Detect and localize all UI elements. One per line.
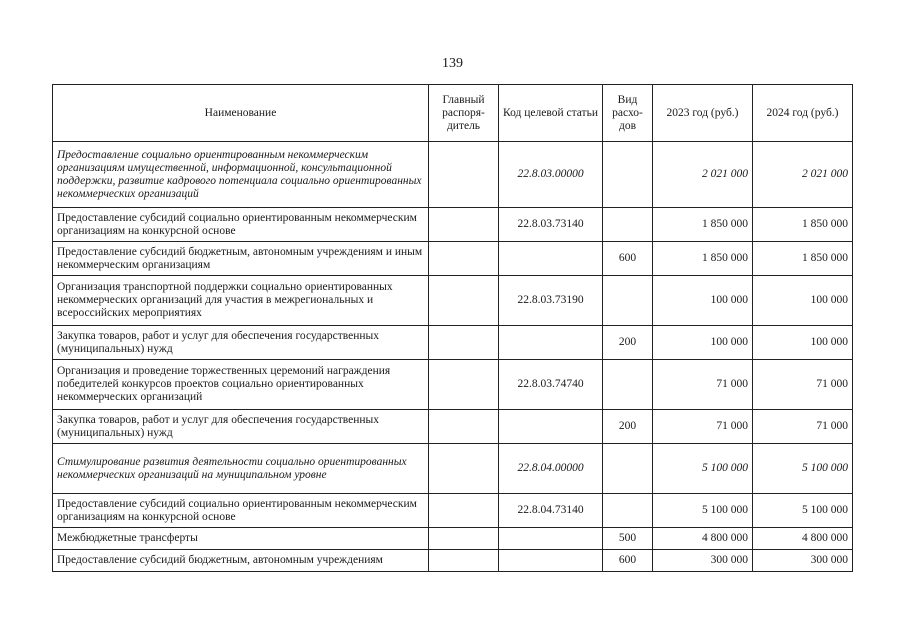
row-amount-2023: 71 000 <box>653 410 753 444</box>
row-target-code <box>499 326 603 360</box>
row-target-code <box>499 550 603 572</box>
row-name: Предоставление субсидий социально ориентированным некоммерческим организациям на конкурсной основе <box>53 494 429 528</box>
row-target-code: 22.8.03.74740 <box>499 360 603 410</box>
table-row <box>53 444 853 494</box>
header-manager: Главный распоря-дитель <box>429 85 499 142</box>
row-expense-type: 200 <box>603 326 653 360</box>
row-target-code: 22.8.03.73140 <box>499 208 603 242</box>
table-row <box>53 208 853 242</box>
row-target-code: 22.8.03.00000 <box>499 142 603 208</box>
table-row <box>53 276 853 326</box>
row-manager <box>429 360 499 410</box>
table-row <box>53 360 853 410</box>
header-target-code: Код целевой статьи <box>499 85 603 142</box>
row-target-code: 22.8.03.73190 <box>499 276 603 326</box>
budget-table <box>52 84 853 572</box>
row-expense-type <box>603 208 653 242</box>
row-manager <box>429 550 499 572</box>
row-name: Межбюджетные трансферты <box>53 528 429 550</box>
row-amount-2023: 71 000 <box>653 360 753 410</box>
row-amount-2024: 71 000 <box>753 360 853 410</box>
header-name: Наименование <box>53 85 429 142</box>
row-target-code <box>499 242 603 276</box>
row-amount-2023: 100 000 <box>653 276 753 326</box>
row-expense-type <box>603 142 653 208</box>
row-target-code <box>499 410 603 444</box>
row-amount-2024: 4 800 000 <box>753 528 853 550</box>
row-manager <box>429 276 499 326</box>
row-target-code: 22.8.04.73140 <box>499 494 603 528</box>
row-amount-2024: 100 000 <box>753 326 853 360</box>
row-expense-type: 200 <box>603 410 653 444</box>
row-amount-2023: 300 000 <box>653 550 753 572</box>
row-manager <box>429 410 499 444</box>
row-amount-2023: 5 100 000 <box>653 444 753 494</box>
row-expense-type <box>603 276 653 326</box>
row-name: Предоставление социально ориентированным некоммерческим организациям имущественной, информационной, консультационной поддержки, развитие кадрового потенциала социально ориентированных некоммерческих организаций <box>53 142 429 208</box>
row-name: Предоставление субсидий социально ориентированным некоммерческим организациям на конкурсной основе <box>53 208 429 242</box>
row-expense-type: 600 <box>603 550 653 572</box>
page-number: 139 <box>442 56 463 71</box>
row-amount-2024: 71 000 <box>753 410 853 444</box>
row-name: Организация транспортной поддержки социально ориентированных некоммерческих организаций для участия в межрегиональных и всероссийских мероприятиях <box>53 276 429 326</box>
row-amount-2024: 100 000 <box>753 276 853 326</box>
row-name: Предоставление субсидий бюджетным, автономным учреждениям <box>53 550 429 572</box>
table-row <box>53 326 853 360</box>
row-name: Предоставление субсидий бюджетным, автономным учреждениям и иным некоммерческим организациям <box>53 242 429 276</box>
table-row <box>53 528 853 550</box>
row-target-code: 22.8.04.00000 <box>499 444 603 494</box>
table-row <box>53 142 853 208</box>
header-2023: 2023 год (руб.) <box>653 85 753 142</box>
row-target-code <box>499 528 603 550</box>
table-row <box>53 550 853 572</box>
row-amount-2023: 1 850 000 <box>653 208 753 242</box>
row-manager <box>429 444 499 494</box>
row-name: Закупка товаров, работ и услуг для обеспечения государственных (муниципальных) нужд <box>53 326 429 360</box>
row-amount-2024: 2 021 000 <box>753 142 853 208</box>
table-row <box>53 242 853 276</box>
row-manager <box>429 142 499 208</box>
header-2024: 2024 год (руб.) <box>753 85 853 142</box>
table-row <box>53 410 853 444</box>
row-amount-2024: 1 850 000 <box>753 208 853 242</box>
row-manager <box>429 242 499 276</box>
row-amount-2024: 300 000 <box>753 550 853 572</box>
row-manager <box>429 494 499 528</box>
row-name: Организация и проведение торжественных церемоний награждения победителей конкурсов проектов социально ориентированных некоммерческих организаций <box>53 360 429 410</box>
row-manager <box>429 326 499 360</box>
row-amount-2024: 5 100 000 <box>753 494 853 528</box>
row-amount-2023: 100 000 <box>653 326 753 360</box>
header-expense-type: Вид расхо-дов <box>603 85 653 142</box>
row-manager <box>429 208 499 242</box>
row-expense-type: 500 <box>603 528 653 550</box>
row-amount-2023: 2 021 000 <box>653 142 753 208</box>
row-name: Стимулирование развития деятельности социально ориентированных некоммерческих организаций на муниципальном уровне <box>53 444 429 494</box>
row-expense-type: 600 <box>603 242 653 276</box>
row-name: Закупка товаров, работ и услуг для обеспечения государственных (муниципальных) нужд <box>53 410 429 444</box>
row-amount-2023: 4 800 000 <box>653 528 753 550</box>
header-row <box>53 85 853 142</box>
row-expense-type <box>603 444 653 494</box>
row-amount-2024: 1 850 000 <box>753 242 853 276</box>
table-row <box>53 494 853 528</box>
row-expense-type <box>603 494 653 528</box>
row-amount-2023: 5 100 000 <box>653 494 753 528</box>
row-amount-2024: 5 100 000 <box>753 444 853 494</box>
row-manager <box>429 528 499 550</box>
row-expense-type <box>603 360 653 410</box>
row-amount-2023: 1 850 000 <box>653 242 753 276</box>
